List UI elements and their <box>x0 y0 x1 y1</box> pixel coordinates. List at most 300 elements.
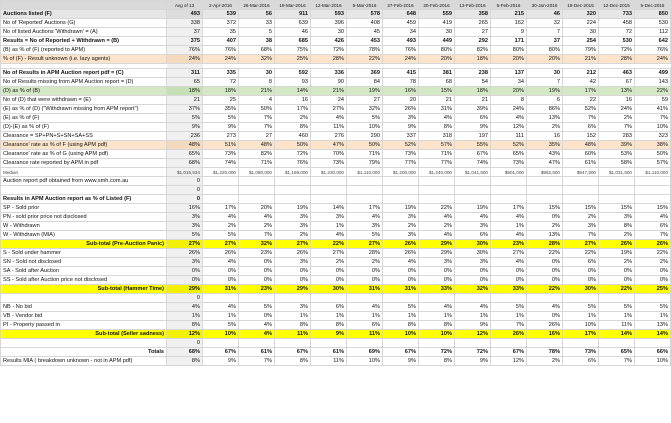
row-label-cell[interactable]: Sub-total (Seller sadness) <box>1 330 167 339</box>
row-value-cell[interactable] <box>203 177 239 186</box>
row-value-cell[interactable]: 35% <box>527 141 563 150</box>
row-label-cell[interactable]: Results = No of Reported + Withdrawn = (B) <box>1 37 167 46</box>
row-avg-cell[interactable]: 68% <box>167 348 203 357</box>
row-value-cell[interactable]: 3% <box>275 258 311 267</box>
row-value-cell[interactable]: 1% <box>491 312 527 321</box>
row-avg-cell[interactable]: 21 <box>167 96 203 105</box>
row-value-cell[interactable]: 6% <box>311 303 347 312</box>
row-value-cell[interactable]: 7% <box>599 357 635 366</box>
row-label-cell[interactable] <box>1 186 167 195</box>
row-value-cell[interactable] <box>419 294 455 303</box>
row-value-cell[interactable]: 3% <box>275 222 311 231</box>
row-value-cell[interactable]: $1,031,500 <box>599 168 635 177</box>
row-label-cell[interactable]: Median <box>1 168 167 177</box>
row-value-cell[interactable]: 408 <box>347 19 383 28</box>
row-value-cell[interactable]: 28% <box>527 240 563 249</box>
row-value-cell[interactable]: 22% <box>635 249 671 258</box>
row-value-cell[interactable] <box>203 186 239 195</box>
row-value-cell[interactable]: $1,110,000 <box>347 168 383 177</box>
row-value-cell[interactable]: 6% <box>563 123 599 132</box>
row-value-cell[interactable]: 59 <box>635 96 671 105</box>
row-value-cell[interactable]: 0% <box>239 267 275 276</box>
row-value-cell[interactable]: $1,169,000 <box>275 168 311 177</box>
row-value-cell[interactable]: 0% <box>383 267 419 276</box>
row-value-cell[interactable]: 33 <box>239 19 275 28</box>
row-value-cell[interactable]: 0% <box>455 267 491 276</box>
row-value-cell[interactable]: 0% <box>527 312 563 321</box>
row-value-cell[interactable]: 5% <box>203 321 239 330</box>
row-value-cell[interactable] <box>527 339 563 348</box>
row-value-cell[interactable]: 2% <box>203 222 239 231</box>
row-value-cell[interactable]: 34 <box>383 28 419 37</box>
row-value-cell[interactable]: 52% <box>563 105 599 114</box>
row-avg-cell[interactable]: 0% <box>167 276 203 285</box>
row-label-cell[interactable]: (B) as % of (F) (reported to APM) <box>1 46 167 55</box>
row-value-cell[interactable]: 79% <box>347 159 383 168</box>
row-value-cell[interactable]: 78% <box>347 46 383 55</box>
row-value-cell[interactable]: 55% <box>455 141 491 150</box>
row-value-cell[interactable] <box>527 195 563 204</box>
row-value-cell[interactable] <box>491 294 527 303</box>
row-value-cell[interactable]: 30 <box>311 28 347 37</box>
row-value-cell[interactable]: 19% <box>275 204 311 213</box>
header-label-cell[interactable] <box>1 1 167 10</box>
row-avg-cell[interactable]: 27% <box>167 240 203 249</box>
row-value-cell[interactable] <box>383 339 419 348</box>
row-value-cell[interactable]: 67% <box>455 150 491 159</box>
row-label-cell[interactable]: (D) as % of (B) <box>1 87 167 96</box>
row-value-cell[interactable]: 265 <box>455 19 491 28</box>
row-avg-cell[interactable]: 29% <box>167 285 203 294</box>
row-value-cell[interactable]: 16 <box>275 96 311 105</box>
row-value-cell[interactable]: 26% <box>599 240 635 249</box>
row-value-cell[interactable]: 39% <box>599 141 635 150</box>
row-avg-cell[interactable]: 375 <box>167 37 203 46</box>
row-value-cell[interactable]: 2% <box>383 222 419 231</box>
row-value-cell[interactable]: 5% <box>599 303 635 312</box>
header-date-cell[interactable]: 19-Mar-2016 <box>275 1 311 10</box>
row-value-cell[interactable]: 30% <box>563 285 599 294</box>
row-value-cell[interactable] <box>419 177 455 186</box>
row-value-cell[interactable]: 290 <box>347 132 383 141</box>
row-avg-cell[interactable]: 3% <box>167 213 203 222</box>
row-value-cell[interactable]: 18% <box>203 87 239 96</box>
row-value-cell[interactable]: 10% <box>419 330 455 339</box>
row-value-cell[interactable]: 6% <box>455 114 491 123</box>
row-value-cell[interactable] <box>275 294 311 303</box>
header-date-cell[interactable]: 2-Apr-2016 <box>203 1 239 10</box>
row-avg-cell[interactable]: 8% <box>167 357 203 366</box>
row-value-cell[interactable]: 12% <box>491 357 527 366</box>
row-value-cell[interactable]: 72% <box>455 348 491 357</box>
row-value-cell[interactable]: 13% <box>599 87 635 96</box>
row-value-cell[interactable]: 29% <box>419 240 455 249</box>
header-date-cell[interactable]: 30-Jan-2016 <box>527 1 563 10</box>
row-value-cell[interactable] <box>563 294 599 303</box>
row-value-cell[interactable] <box>311 177 347 186</box>
row-value-cell[interactable]: 10% <box>203 330 239 339</box>
row-value-cell[interactable]: 5% <box>203 231 239 240</box>
row-label-cell[interactable]: No of Results missing from APM Auction report = (D) <box>1 78 167 87</box>
row-value-cell[interactable]: 10% <box>347 123 383 132</box>
row-value-cell[interactable]: 57% <box>419 141 455 150</box>
row-value-cell[interactable]: 30 <box>563 28 599 37</box>
row-label-cell[interactable]: % of (F) - Result unknown (i.e. lazy agents) <box>1 55 167 64</box>
header-date-cell[interactable]: 5-Dec-2015 <box>635 1 671 10</box>
row-value-cell[interactable]: 8 <box>239 78 275 87</box>
row-value-cell[interactable]: 26% <box>203 249 239 258</box>
row-value-cell[interactable]: 26% <box>491 330 527 339</box>
row-value-cell[interactable]: 71% <box>239 159 275 168</box>
row-value-cell[interactable]: 0% <box>239 312 275 321</box>
row-value-cell[interactable]: 2% <box>527 222 563 231</box>
row-value-cell[interactable]: 72 <box>203 78 239 87</box>
row-value-cell[interactable]: 23% <box>239 249 275 258</box>
row-avg-cell[interactable]: 65% <box>167 150 203 159</box>
row-value-cell[interactable]: 78% <box>527 348 563 357</box>
row-value-cell[interactable] <box>383 294 419 303</box>
row-value-cell[interactable]: 47% <box>311 141 347 150</box>
row-value-cell[interactable]: 30 <box>239 69 275 78</box>
row-value-cell[interactable]: 42 <box>563 78 599 87</box>
row-avg-cell[interactable]: 493 <box>167 10 203 19</box>
row-value-cell[interactable]: 65% <box>491 150 527 159</box>
row-value-cell[interactable]: 27% <box>491 249 527 258</box>
row-label-cell[interactable]: Sub-total (Pre-Auction Panic) <box>1 240 167 249</box>
row-value-cell[interactable]: 47% <box>527 159 563 168</box>
row-value-cell[interactable] <box>383 186 419 195</box>
row-value-cell[interactable]: 8% <box>275 321 311 330</box>
row-value-cell[interactable]: 7% <box>491 321 527 330</box>
row-value-cell[interactable]: 3% <box>419 258 455 267</box>
row-value-cell[interactable]: 4% <box>419 303 455 312</box>
row-value-cell[interactable]: 20% <box>239 204 275 213</box>
row-value-cell[interactable]: 7% <box>239 114 275 123</box>
header-date-cell[interactable]: 19-Dec-2015 <box>563 1 599 10</box>
row-value-cell[interactable]: 3% <box>311 213 347 222</box>
row-value-cell[interactable]: 25% <box>275 55 311 64</box>
row-value-cell[interactable]: 19% <box>347 87 383 96</box>
row-avg-cell[interactable]: 5% <box>167 231 203 240</box>
row-value-cell[interactable]: 1% <box>599 312 635 321</box>
row-value-cell[interactable]: 28% <box>311 55 347 64</box>
row-value-cell[interactable]: 80% <box>527 46 563 55</box>
row-value-cell[interactable]: 32% <box>455 285 491 294</box>
row-label-cell[interactable]: VB - Vendor bid <box>1 312 167 321</box>
row-label-cell[interactable]: SP - Sold prior <box>1 204 167 213</box>
row-value-cell[interactable]: 5% <box>491 303 527 312</box>
row-avg-cell[interactable]: 5% <box>167 114 203 123</box>
row-value-cell[interactable]: 19% <box>383 204 419 213</box>
row-value-cell[interactable] <box>239 195 275 204</box>
row-value-cell[interactable] <box>275 339 311 348</box>
row-value-cell[interactable]: 685 <box>275 37 311 46</box>
row-value-cell[interactable]: 61% <box>563 159 599 168</box>
row-value-cell[interactable]: 78 <box>383 78 419 87</box>
row-value-cell[interactable]: 11% <box>275 330 311 339</box>
row-value-cell[interactable]: 24% <box>203 55 239 64</box>
row-avg-cell[interactable]: 3% <box>167 222 203 231</box>
row-value-cell[interactable]: 22 <box>563 96 599 105</box>
row-value-cell[interactable]: 28% <box>347 249 383 258</box>
row-value-cell[interactable]: 70% <box>311 150 347 159</box>
row-value-cell[interactable]: 26% <box>383 240 419 249</box>
row-label-cell[interactable]: NB - No bid <box>1 303 167 312</box>
row-value-cell[interactable]: 0% <box>275 276 311 285</box>
row-value-cell[interactable] <box>599 294 635 303</box>
header-date-cell[interactable]: 6-Feb-2016 <box>491 1 527 10</box>
row-value-cell[interactable]: 648 <box>383 10 419 19</box>
row-value-cell[interactable]: 11% <box>311 123 347 132</box>
row-value-cell[interactable]: 32% <box>239 240 275 249</box>
row-value-cell[interactable]: 35 <box>203 28 239 37</box>
row-value-cell[interactable]: 20% <box>491 55 527 64</box>
row-value-cell[interactable]: 25% <box>635 285 671 294</box>
row-value-cell[interactable]: 73% <box>491 159 527 168</box>
row-value-cell[interactable]: 0% <box>203 267 239 276</box>
row-value-cell[interactable]: 0% <box>419 276 455 285</box>
row-value-cell[interactable]: $1,230,000 <box>311 168 347 177</box>
row-value-cell[interactable]: 67 <box>599 78 635 87</box>
row-value-cell[interactable]: 34 <box>491 78 527 87</box>
row-value-cell[interactable]: 24 <box>311 96 347 105</box>
row-value-cell[interactable]: 381 <box>419 69 455 78</box>
row-value-cell[interactable]: 26% <box>527 321 563 330</box>
row-value-cell[interactable]: 419 <box>419 19 455 28</box>
row-value-cell[interactable] <box>455 186 491 195</box>
row-value-cell[interactable]: 24% <box>635 55 671 64</box>
row-value-cell[interactable]: 16% <box>527 330 563 339</box>
row-value-cell[interactable]: 0% <box>239 276 275 285</box>
row-value-cell[interactable]: 33% <box>491 285 527 294</box>
row-value-cell[interactable] <box>347 294 383 303</box>
row-value-cell[interactable]: 8% <box>599 222 635 231</box>
row-value-cell[interactable]: 27% <box>275 240 311 249</box>
row-value-cell[interactable]: 33% <box>419 285 455 294</box>
row-value-cell[interactable] <box>311 339 347 348</box>
row-value-cell[interactable]: 2% <box>239 222 275 231</box>
row-value-cell[interactable]: 1% <box>311 222 347 231</box>
row-value-cell[interactable] <box>599 339 635 348</box>
row-value-cell[interactable]: 45 <box>347 28 383 37</box>
row-avg-cell[interactable]: 48% <box>167 141 203 150</box>
row-value-cell[interactable]: 9% <box>383 123 419 132</box>
row-value-cell[interactable]: 74% <box>203 159 239 168</box>
row-value-cell[interactable]: 79% <box>563 46 599 55</box>
row-value-cell[interactable]: 27 <box>239 132 275 141</box>
row-value-cell[interactable] <box>419 195 455 204</box>
row-value-cell[interactable]: 21% <box>239 87 275 96</box>
row-value-cell[interactable]: 449 <box>419 37 455 46</box>
row-value-cell[interactable]: 2% <box>563 213 599 222</box>
row-value-cell[interactable]: 31% <box>203 285 239 294</box>
row-value-cell[interactable] <box>203 294 239 303</box>
row-value-cell[interactable]: 41% <box>635 105 671 114</box>
row-value-cell[interactable]: 323 <box>635 132 671 141</box>
row-value-cell[interactable]: 38 <box>239 37 275 46</box>
row-value-cell[interactable]: 592 <box>275 69 311 78</box>
row-value-cell[interactable]: 46 <box>527 10 563 19</box>
row-value-cell[interactable]: 111 <box>491 132 527 141</box>
row-value-cell[interactable]: 27% <box>311 105 347 114</box>
row-label-cell[interactable]: Clearance' rate as % of G (using APM pdf) <box>1 150 167 159</box>
row-value-cell[interactable]: 4% <box>419 213 455 222</box>
row-value-cell[interactable]: 2% <box>419 222 455 231</box>
row-value-cell[interactable]: 2% <box>347 258 383 267</box>
row-avg-cell[interactable]: $1,015,534 <box>167 168 203 177</box>
row-avg-cell[interactable]: 8% <box>167 321 203 330</box>
row-value-cell[interactable]: 3% <box>275 303 311 312</box>
row-value-cell[interactable] <box>347 186 383 195</box>
row-value-cell[interactable]: 30 <box>419 28 455 37</box>
row-value-cell[interactable]: 1% <box>311 312 347 321</box>
row-value-cell[interactable]: 17% <box>563 330 599 339</box>
row-value-cell[interactable] <box>347 177 383 186</box>
row-value-cell[interactable]: 61% <box>311 348 347 357</box>
row-value-cell[interactable]: 73% <box>203 150 239 159</box>
row-value-cell[interactable]: 52% <box>491 141 527 150</box>
row-value-cell[interactable] <box>419 186 455 195</box>
row-value-cell[interactable]: 48% <box>563 141 599 150</box>
row-value-cell[interactable]: 27% <box>563 240 599 249</box>
row-value-cell[interactable]: 3% <box>347 222 383 231</box>
row-label-cell[interactable]: No of 'Reported' Auctions (G) <box>1 19 167 28</box>
row-value-cell[interactable]: 0% <box>455 276 491 285</box>
row-value-cell[interactable]: 0% <box>635 267 671 276</box>
row-value-cell[interactable]: 22% <box>311 240 347 249</box>
row-value-cell[interactable]: 4% <box>203 258 239 267</box>
row-value-cell[interactable]: 21% <box>563 55 599 64</box>
row-value-cell[interactable] <box>635 177 671 186</box>
row-value-cell[interactable]: 72 <box>599 28 635 37</box>
row-value-cell[interactable]: 21 <box>455 96 491 105</box>
row-value-cell[interactable]: 22% <box>563 249 599 258</box>
row-value-cell[interactable]: 67% <box>275 348 311 357</box>
row-label-cell[interactable]: Clearance rate reported by APM in pdf <box>1 159 167 168</box>
row-value-cell[interactable]: 2% <box>527 123 563 132</box>
row-value-cell[interactable]: 52% <box>383 141 419 150</box>
row-value-cell[interactable]: 530 <box>635 19 671 28</box>
row-value-cell[interactable]: 24% <box>383 55 419 64</box>
row-value-cell[interactable]: 5% <box>203 114 239 123</box>
row-value-cell[interactable]: 0% <box>527 267 563 276</box>
row-value-cell[interactable]: 7 <box>527 78 563 87</box>
row-label-cell[interactable]: PI - Property passed in <box>1 321 167 330</box>
row-value-cell[interactable]: 30 <box>527 69 563 78</box>
row-value-cell[interactable]: 16 <box>599 96 635 105</box>
row-value-cell[interactable] <box>383 177 419 186</box>
row-value-cell[interactable]: 17% <box>275 105 311 114</box>
row-value-cell[interactable] <box>239 339 275 348</box>
row-avg-cell[interactable]: 0 <box>167 294 203 303</box>
row-value-cell[interactable]: 60% <box>563 150 599 159</box>
row-avg-cell[interactable]: 9% <box>167 123 203 132</box>
row-value-cell[interactable]: 5% <box>383 303 419 312</box>
row-value-cell[interactable]: 4% <box>491 213 527 222</box>
row-value-cell[interactable]: 12% <box>455 330 491 339</box>
row-value-cell[interactable] <box>239 186 275 195</box>
row-value-cell[interactable]: 9 <box>491 28 527 37</box>
row-value-cell[interactable]: 254 <box>563 37 599 46</box>
row-value-cell[interactable] <box>599 177 635 186</box>
row-value-cell[interactable] <box>347 339 383 348</box>
row-value-cell[interactable] <box>491 186 527 195</box>
row-label-cell[interactable]: Results MIA ( breakdown unknown - not in APM pdf) <box>1 357 167 366</box>
row-value-cell[interactable]: 30% <box>311 285 347 294</box>
row-value-cell[interactable]: 5% <box>635 303 671 312</box>
row-value-cell[interactable]: 4% <box>203 213 239 222</box>
row-value-cell[interactable]: 335 <box>203 69 239 78</box>
row-value-cell[interactable]: 224 <box>563 19 599 28</box>
row-value-cell[interactable] <box>563 177 599 186</box>
row-value-cell[interactable]: 51% <box>203 141 239 150</box>
row-value-cell[interactable]: 6% <box>635 222 671 231</box>
row-value-cell[interactable]: 72% <box>599 46 635 55</box>
row-value-cell[interactable] <box>491 339 527 348</box>
row-value-cell[interactable]: 77% <box>383 159 419 168</box>
row-value-cell[interactable]: 7 <box>527 28 563 37</box>
row-value-cell[interactable]: 26% <box>383 249 419 258</box>
row-value-cell[interactable]: 336 <box>311 69 347 78</box>
row-avg-cell[interactable]: 68% <box>167 159 203 168</box>
row-value-cell[interactable]: 65% <box>599 348 635 357</box>
row-value-cell[interactable]: 6% <box>347 321 383 330</box>
row-value-cell[interactable]: 0% <box>527 258 563 267</box>
row-value-cell[interactable]: 35% <box>203 105 239 114</box>
row-value-cell[interactable]: 3% <box>599 213 635 222</box>
row-value-cell[interactable]: 5% <box>563 303 599 312</box>
row-value-cell[interactable]: 358 <box>455 10 491 19</box>
row-value-cell[interactable]: 24% <box>491 105 527 114</box>
row-value-cell[interactable]: 4% <box>419 231 455 240</box>
row-value-cell[interactable]: 71% <box>419 150 455 159</box>
row-value-cell[interactable]: 9% <box>455 123 491 132</box>
row-value-cell[interactable]: 11% <box>599 321 635 330</box>
row-avg-cell[interactable]: 3% <box>167 258 203 267</box>
row-value-cell[interactable]: $962,500 <box>527 168 563 177</box>
row-value-cell[interactable]: 28% <box>599 55 635 64</box>
row-value-cell[interactable]: 66% <box>635 348 671 357</box>
row-avg-cell[interactable]: 37% <box>167 105 203 114</box>
row-label-cell[interactable]: SN - Sold not disclosed <box>1 258 167 267</box>
row-label-cell[interactable]: Sub-total (Hammer Time) <box>1 285 167 294</box>
row-value-cell[interactable]: 4% <box>347 213 383 222</box>
row-value-cell[interactable]: 53% <box>599 150 635 159</box>
row-value-cell[interactable]: 27 <box>455 28 491 37</box>
row-value-cell[interactable]: $1,041,500 <box>455 168 491 177</box>
row-value-cell[interactable]: 15% <box>563 204 599 213</box>
row-value-cell[interactable]: 197 <box>455 132 491 141</box>
row-value-cell[interactable]: 5% <box>239 303 275 312</box>
row-value-cell[interactable]: 32% <box>239 55 275 64</box>
row-value-cell[interactable]: 22% <box>527 285 563 294</box>
row-value-cell[interactable]: 0% <box>527 213 563 222</box>
row-value-cell[interactable]: 4% <box>239 330 275 339</box>
row-value-cell[interactable]: 26% <box>635 240 671 249</box>
row-value-cell[interactable]: 0% <box>599 267 635 276</box>
row-value-cell[interactable]: 0% <box>347 276 383 285</box>
row-value-cell[interactable] <box>635 294 671 303</box>
row-label-cell[interactable]: (E) as % of (F) <box>1 114 167 123</box>
row-value-cell[interactable]: 639 <box>275 19 311 28</box>
row-value-cell[interactable]: 7% <box>563 114 599 123</box>
row-value-cell[interactable] <box>635 339 671 348</box>
row-value-cell[interactable] <box>275 186 311 195</box>
row-value-cell[interactable]: 0% <box>275 267 311 276</box>
row-value-cell[interactable]: 283 <box>599 132 635 141</box>
row-value-cell[interactable]: 17% <box>347 204 383 213</box>
row-value-cell[interactable]: 14% <box>311 204 347 213</box>
